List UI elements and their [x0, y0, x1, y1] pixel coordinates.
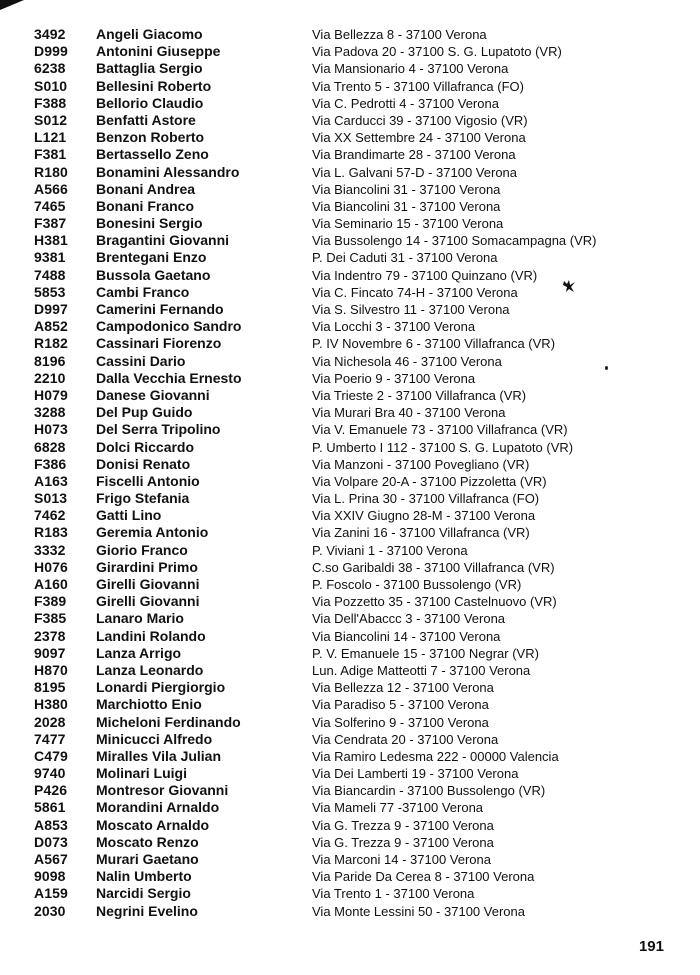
- member-address: Via Manzoni - 37100 Povegliano (VR): [312, 456, 530, 472]
- directory-row: [0, 490, 700, 507]
- member-name: Cassini Dario: [96, 352, 186, 369]
- directory-row: [0, 60, 700, 77]
- member-name: Fiscelli Antonio: [96, 472, 200, 489]
- directory-row: [0, 284, 700, 301]
- directory-row: [0, 146, 700, 163]
- member-code: 3332: [34, 541, 66, 558]
- member-address: Via Volpare 20-A - 37100 Pizzoletta (VR): [312, 473, 547, 489]
- member-address: Via Solferino 9 - 37100 Verona: [312, 714, 489, 730]
- member-code: A160: [34, 576, 68, 592]
- member-address: Via Dell'Abaccc 3 - 37100 Verona: [312, 611, 506, 627]
- member-name: Landini Rolando: [96, 627, 206, 644]
- member-code: A163: [34, 472, 68, 489]
- directory-row: [0, 404, 700, 421]
- member-name: Bonesini Sergio: [96, 215, 203, 232]
- directory-row: [0, 370, 700, 387]
- directory-row: [0, 834, 700, 851]
- member-code: 9097: [34, 644, 66, 661]
- member-code: F387: [34, 215, 67, 232]
- member-code: 3288: [34, 404, 66, 421]
- member-code: P426: [34, 782, 68, 799]
- directory-row: [0, 731, 700, 748]
- member-name: Minicucci Alfredo: [96, 730, 213, 747]
- member-code: 7462: [34, 507, 66, 524]
- member-address: Via Cendrata 20 - 37100 Verona: [312, 731, 499, 747]
- member-address: Via Ramiro Ledesma 222 - 00000 Valencia: [312, 748, 559, 764]
- member-code: 7465: [34, 197, 66, 214]
- member-address: Via Locchi 3 - 37100 Verona: [312, 319, 476, 335]
- member-code: A567: [34, 851, 68, 867]
- member-name: Bonani Andrea: [96, 180, 196, 197]
- member-name: Giorio Franco: [96, 541, 188, 558]
- member-code: 2210: [34, 369, 66, 386]
- member-name: Dolci Riccardo: [96, 438, 195, 455]
- member-code: H076: [34, 558, 68, 575]
- member-name: Micheloni Ferdinando: [96, 713, 241, 730]
- member-address: Via Paride Da Cerea 8 - 37100 Verona: [312, 869, 535, 885]
- member-address: C.so Garibaldi 38 - 37100 Villafranca (VR): [312, 559, 555, 575]
- member-code: D073: [34, 833, 68, 850]
- member-name: Geremia Antonio: [96, 524, 209, 541]
- directory-row: [0, 714, 700, 731]
- member-address: Via Seminario 15 - 37100 Verona: [312, 216, 504, 232]
- member-name: Bonani Franco: [96, 197, 195, 214]
- member-address: Via C. Fincato 74-H - 37100 Verona: [312, 284, 518, 300]
- member-name: Bellesini Roberto: [96, 77, 212, 94]
- member-address: Via Biancolini 14 - 37100 Verona: [312, 628, 501, 644]
- member-address: Via Bussolengo 14 - 37100 Somacampagna (VR): [312, 233, 597, 249]
- member-name: Antonini Giuseppe: [96, 43, 221, 60]
- member-code: 5853: [34, 283, 66, 300]
- member-address: Via Murari Bra 40 - 37100 Verona: [312, 405, 506, 421]
- member-address: Via Mameli 77 -37100 Verona: [312, 800, 484, 816]
- member-name: Bertassello Zeno: [96, 146, 209, 163]
- member-code: S010: [34, 77, 68, 94]
- member-name: Moscato Renzo: [96, 833, 199, 850]
- member-code: F389: [34, 593, 67, 610]
- member-name: Bussola Gaetano: [96, 266, 211, 283]
- member-address: Via Padova 20 - 37100 S. G. Lupatoto (VR): [312, 44, 562, 60]
- member-code: 2030: [34, 902, 66, 919]
- member-address: Via Marconi 14 - 37100 Verona: [312, 852, 491, 867]
- member-code: A853: [34, 816, 68, 833]
- member-code: A159: [34, 885, 68, 902]
- member-name: Frigo Stefania: [96, 490, 190, 507]
- member-address: Via Dei Lamberti 19 - 37100 Verona: [312, 766, 519, 782]
- directory-row: [0, 335, 700, 352]
- member-code: D997: [34, 301, 68, 317]
- member-address: Via V. Emanuele 73 - 37100 Villafranca (VR): [312, 422, 568, 438]
- member-address: Via Nichesola 46 - 37100 Verona: [312, 353, 502, 369]
- member-address: Via Carducci 39 - 37100 Vigosio (VR): [312, 112, 528, 128]
- directory-row: [0, 868, 700, 885]
- directory-row: [0, 576, 700, 593]
- member-code: C479: [34, 747, 68, 764]
- directory-row: [0, 473, 700, 490]
- member-name: Battaglia Sergio: [96, 60, 203, 77]
- member-name: Camerini Fernando: [96, 301, 224, 317]
- member-address: Via Biancardin - 37100 Bussolengo (VR): [312, 783, 546, 799]
- directory-row: [0, 903, 700, 920]
- member-code: F386: [34, 455, 67, 472]
- member-name: Dalla Vecchia Ernesto: [96, 369, 242, 386]
- directory-list: [0, 26, 700, 920]
- directory-row: [0, 198, 700, 215]
- directory-row: [0, 421, 700, 438]
- directory-row: [0, 129, 700, 146]
- member-code: 5861: [34, 799, 66, 816]
- member-name: Murari Gaetano: [96, 851, 199, 867]
- member-code: F381: [34, 146, 67, 163]
- directory-row: [0, 215, 700, 232]
- member-code: 8195: [34, 679, 66, 696]
- member-address: Via Bellezza 8 - 37100 Verona: [312, 27, 487, 42]
- member-code: R182: [34, 335, 68, 352]
- stray-dot: [605, 366, 608, 370]
- directory-row: [0, 232, 700, 249]
- member-address: Via L. Galvani 57-D - 37100 Verona: [312, 164, 518, 180]
- member-name: Lonardi Piergiorgio: [96, 679, 226, 696]
- member-name: Narcidi Sergio: [96, 885, 191, 902]
- member-address: Via Pozzetto 35 - 37100 Castelnuovo (VR): [312, 594, 557, 610]
- directory-row: [0, 851, 700, 868]
- directory-row: [0, 456, 700, 473]
- member-code: 9740: [34, 765, 66, 782]
- directory-row: [0, 765, 700, 782]
- directory-row: [0, 593, 700, 610]
- member-address: Via Paradiso 5 - 37100 Verona: [312, 697, 489, 713]
- member-name: Cambi Franco: [96, 283, 190, 300]
- member-name: Campodonico Sandro: [96, 318, 242, 335]
- directory-row: [0, 249, 700, 266]
- member-code: F388: [34, 94, 67, 111]
- member-name: Del Serra Tripolino: [96, 421, 221, 438]
- member-code: 7477: [34, 730, 66, 747]
- member-name: Bellorio Claudio: [96, 94, 204, 111]
- member-name: Molinari Luigi: [96, 765, 187, 782]
- member-address: Via XX Settembre 24 - 37100 Verona: [312, 130, 526, 146]
- member-name: Benfatti Astore: [96, 111, 196, 128]
- directory-row: [0, 782, 700, 799]
- directory-row: [0, 43, 700, 60]
- member-name: Danese Giovanni: [96, 386, 210, 403]
- directory-row: [0, 267, 700, 284]
- member-code: 6238: [34, 60, 66, 77]
- directory-row: [0, 112, 700, 129]
- member-name: Gatti Lino: [96, 507, 162, 524]
- member-name: Angeli Giacomo: [96, 26, 203, 42]
- directory-row: [0, 164, 700, 181]
- member-code: A852: [34, 318, 68, 335]
- member-code: 8196: [34, 352, 66, 369]
- member-name: Bonamini Alessandro: [96, 163, 240, 180]
- ink-blot: [562, 279, 576, 293]
- member-name: Benzon Roberto: [96, 129, 205, 146]
- directory-row: [0, 696, 700, 713]
- directory-row: [0, 662, 700, 679]
- directory-row: [0, 301, 700, 318]
- directory-row: [0, 181, 700, 198]
- member-name: Girelli Giovanni: [96, 576, 200, 592]
- member-address: Via Biancolini 31 - 37100 Verona: [312, 181, 501, 197]
- member-name: Nalin Umberto: [96, 868, 192, 885]
- member-address: Via G. Trezza 9 - 37100 Verona: [312, 834, 494, 850]
- directory-row: [0, 748, 700, 765]
- member-code: R180: [34, 163, 68, 180]
- directory-row: [0, 817, 700, 834]
- page-number: 191: [638, 938, 664, 955]
- member-code: H870: [34, 661, 68, 678]
- member-code: S013: [34, 490, 68, 507]
- member-name: Marchiotto Enio: [96, 696, 202, 713]
- member-name: Miralles Vila Julian: [96, 747, 222, 764]
- member-code: 2028: [34, 713, 66, 730]
- member-code: H073: [34, 421, 68, 438]
- directory-row: [0, 610, 700, 627]
- member-code: 3492: [34, 26, 66, 42]
- member-name: Bragantini Giovanni: [96, 232, 230, 249]
- member-name: Morandini Arnaldo: [96, 799, 220, 816]
- member-code: R183: [34, 524, 68, 541]
- directory-row: [0, 78, 700, 95]
- directory-row: [0, 542, 700, 559]
- member-code: 9381: [34, 249, 66, 266]
- member-address: Via Trieste 2 - 37100 Villafranca (VR): [312, 387, 527, 403]
- member-code: 2378: [34, 627, 66, 644]
- member-code: L121: [34, 129, 67, 146]
- member-name: Montresor Giovanni: [96, 782, 229, 799]
- member-address: P. Foscolo - 37100 Bussolengo (VR): [312, 577, 522, 592]
- member-address: P. V. Emanuele 15 - 37100 Negrar (VR): [312, 645, 539, 661]
- directory-row: [0, 387, 700, 404]
- corner-mark: [0, 0, 24, 10]
- member-address: P. IV Novembre 6 - 37100 Villafranca (VR): [312, 336, 556, 352]
- member-name: Lanza Arrigo: [96, 644, 182, 661]
- directory-row: [0, 318, 700, 335]
- directory-row: [0, 439, 700, 456]
- member-address: Via Poerio 9 - 37100 Verona: [312, 370, 476, 386]
- directory-row: [0, 353, 700, 370]
- member-address: Via S. Silvestro 11 - 37100 Verona: [312, 302, 510, 317]
- directory-row: [0, 524, 700, 541]
- directory-row: [0, 679, 700, 696]
- member-address: Via L. Prina 30 - 37100 Villafranca (FO): [312, 491, 540, 507]
- member-address: Via Bellezza 12 - 37100 Verona: [312, 680, 494, 696]
- member-code: A566: [34, 180, 68, 197]
- directory-row: [0, 26, 700, 43]
- directory-row: [0, 885, 700, 902]
- directory-row: [0, 645, 700, 662]
- member-name: Girardini Primo: [96, 558, 198, 575]
- member-name: Moscato Arnaldo: [96, 816, 210, 833]
- member-name: Lanza Leonardo: [96, 661, 204, 678]
- member-address: P. Dei Caduti 31 - 37100 Verona: [312, 250, 498, 266]
- directory-row: [0, 95, 700, 112]
- member-address: Via Trento 1 - 37100 Verona: [312, 886, 475, 902]
- member-address: Via Mansionario 4 - 37100 Verona: [312, 61, 509, 77]
- member-address: Via Brandimarte 28 - 37100 Verona: [312, 147, 516, 163]
- member-address: Via Indentro 79 - 37100 Quinzano (VR): [312, 267, 538, 283]
- member-name: Brentegani Enzo: [96, 249, 207, 266]
- directory-row: [0, 628, 700, 645]
- member-code: 6828: [34, 438, 66, 455]
- member-name: Negrini Evelino: [96, 902, 198, 919]
- member-address: Via Monte Lessini 50 - 37100 Verona: [312, 903, 525, 919]
- member-code: H381: [34, 232, 68, 249]
- member-name: Cassinari Fiorenzo: [96, 335, 222, 352]
- member-name: Girelli Giovanni: [96, 593, 200, 610]
- member-name: Del Pup Guido: [96, 404, 193, 421]
- directory-row: [0, 507, 700, 524]
- member-name: Lanaro Mario: [96, 610, 184, 627]
- member-name: Donisi Renato: [96, 455, 191, 472]
- member-code: F385: [34, 610, 67, 627]
- member-address: Via C. Pedrotti 4 - 37100 Verona: [312, 95, 499, 111]
- member-address: Lun. Adige Matteotti 7 - 37100 Verona: [312, 662, 531, 678]
- member-address: Via XXIV Giugno 28-M - 37100 Verona: [312, 508, 536, 524]
- member-address: P. Umberto I 112 - 37100 S. G. Lupatoto (VR): [312, 439, 574, 455]
- directory-row: [0, 799, 700, 816]
- member-address: Via Biancolini 31 - 37100 Verona: [312, 198, 501, 214]
- member-address: P. Viviani 1 - 37100 Verona: [312, 542, 468, 558]
- member-address: Via Trento 5 - 37100 Villafranca (FO): [312, 78, 524, 94]
- member-code: 9098: [34, 868, 66, 885]
- member-code: H380: [34, 696, 68, 713]
- member-address: Via Zanini 16 - 37100 Villafranca (VR): [312, 525, 530, 541]
- member-code: D999: [34, 43, 68, 60]
- member-address: Via G. Trezza 9 - 37100 Verona: [312, 817, 494, 833]
- directory-row: [0, 559, 700, 576]
- member-code: H079: [34, 386, 68, 403]
- member-code: S012: [34, 111, 68, 128]
- member-code: 7488: [34, 266, 66, 283]
